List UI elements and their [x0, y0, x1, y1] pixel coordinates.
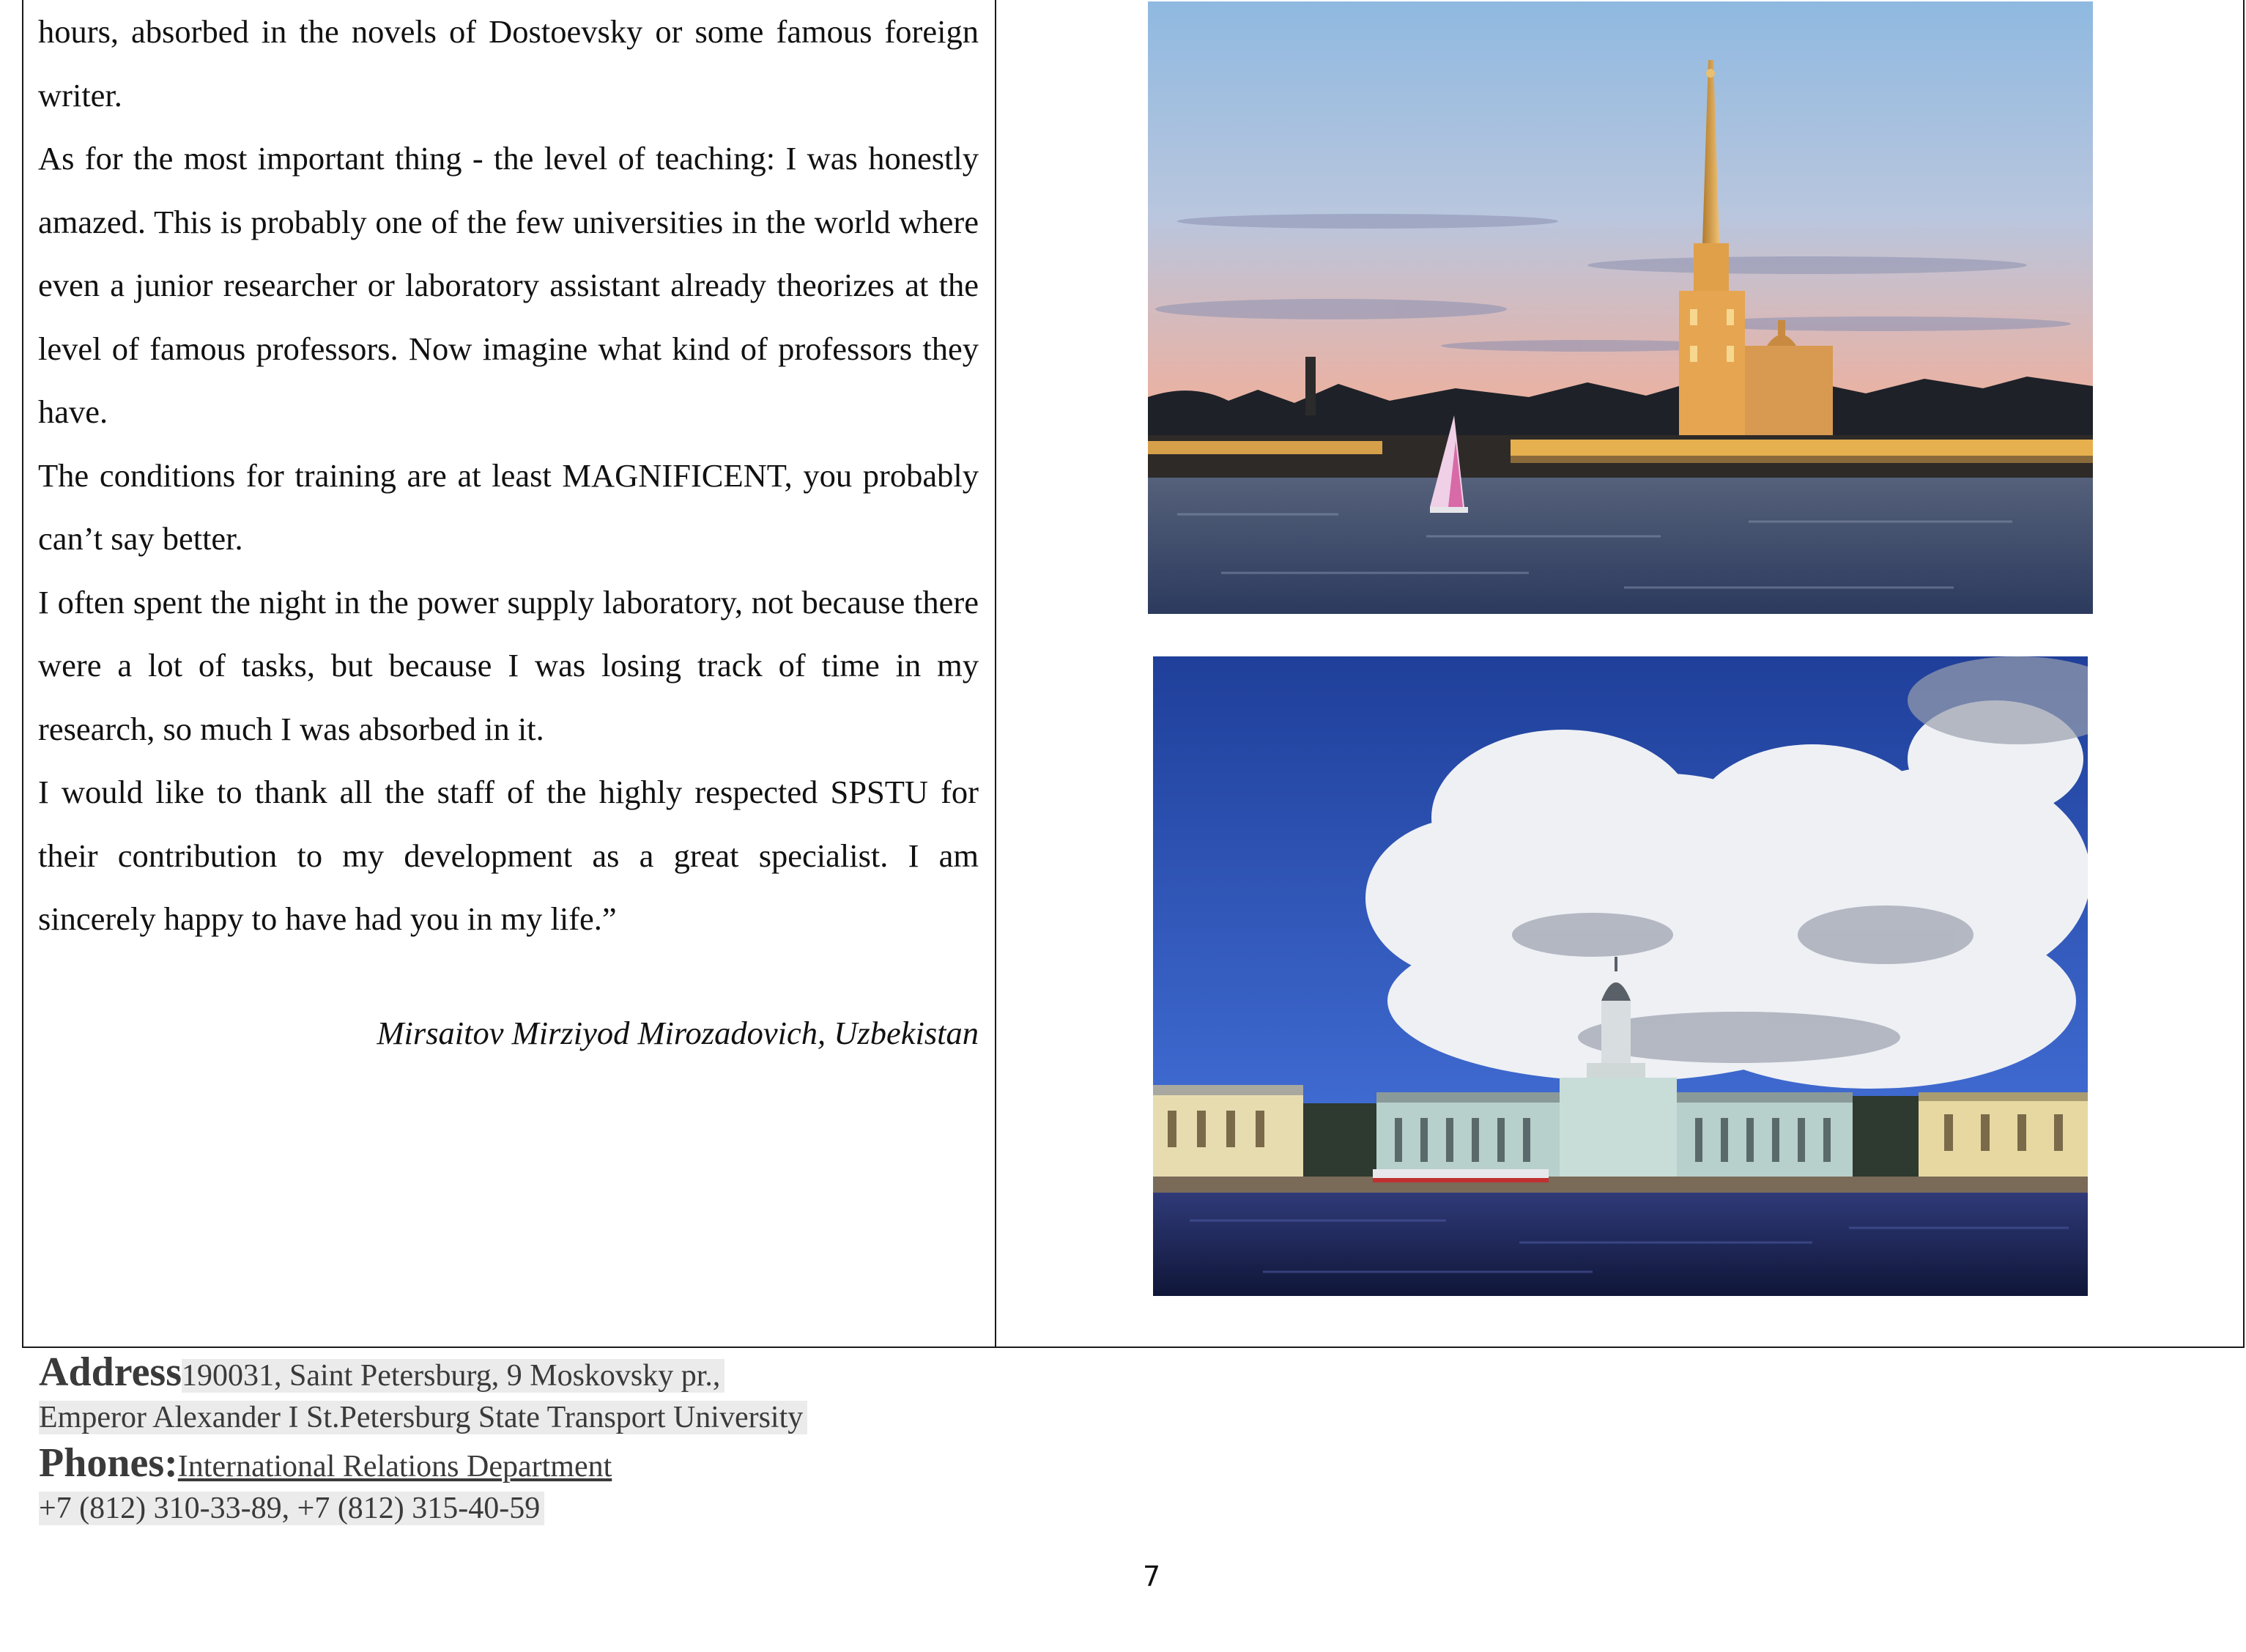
testimonial-paragraph: As for the most important thing - the level of teaching: I was honestly amazed. This is probably one of the few universities in the world where even a junior researcher or laboratory assistant already theorizes at the level of famous professors. Now imagine what kind of professors they have.	[38, 140, 979, 430]
testimonial-paragraph: I often spent the night in the power supply laboratory, not because there were a lot of tasks, but because I was losing track of time in my research, so much I was absorbed in it.	[38, 583, 979, 747]
testimonial-paragraph: The conditions for training are at least MAGNIFICENT, you probably can’t say better.	[38, 456, 979, 557]
university-line	[39, 1395, 807, 1440]
testimonial-text	[38, 0, 979, 951]
table-column-divider	[995, 0, 996, 1347]
kunstkamera-photo	[1153, 656, 2088, 1296]
address-line	[39, 1349, 807, 1395]
phones-line	[39, 1440, 807, 1486]
testimonial-paragraph: I would like to thank all the staff of the highly respected SPSTU for their contribution to my development as a great specialist. I am sincerely happy to have had you in my life.”	[38, 774, 979, 937]
testimonial-author: Mirsaitov Mirziyod Mirozadovich, Uzbekistan	[377, 1015, 979, 1051]
address-street: 190031, Saint Petersburg, 9 Moskovsky pr.,	[182, 1359, 724, 1393]
testimonial-paragraph: hours, absorbed in the novels of Dostoevsky or some famous foreign writer.	[38, 13, 979, 114]
phone-numbers-line	[39, 1486, 807, 1531]
page-number: 7	[1143, 1560, 1161, 1593]
address-label: Address	[39, 1349, 182, 1395]
phone-numbers: +7 (812) 310-33-89, +7 (812) 315-40-59	[39, 1492, 544, 1525]
fortress-photo	[1148, 1, 2093, 614]
contact-footer	[39, 1349, 807, 1531]
university-name: Emperor Alexander I St.Petersburg State Transport University	[39, 1401, 807, 1434]
phones-label: Phones:	[39, 1440, 178, 1486]
department-link[interactable]: International Relations Department	[177, 1450, 612, 1484]
